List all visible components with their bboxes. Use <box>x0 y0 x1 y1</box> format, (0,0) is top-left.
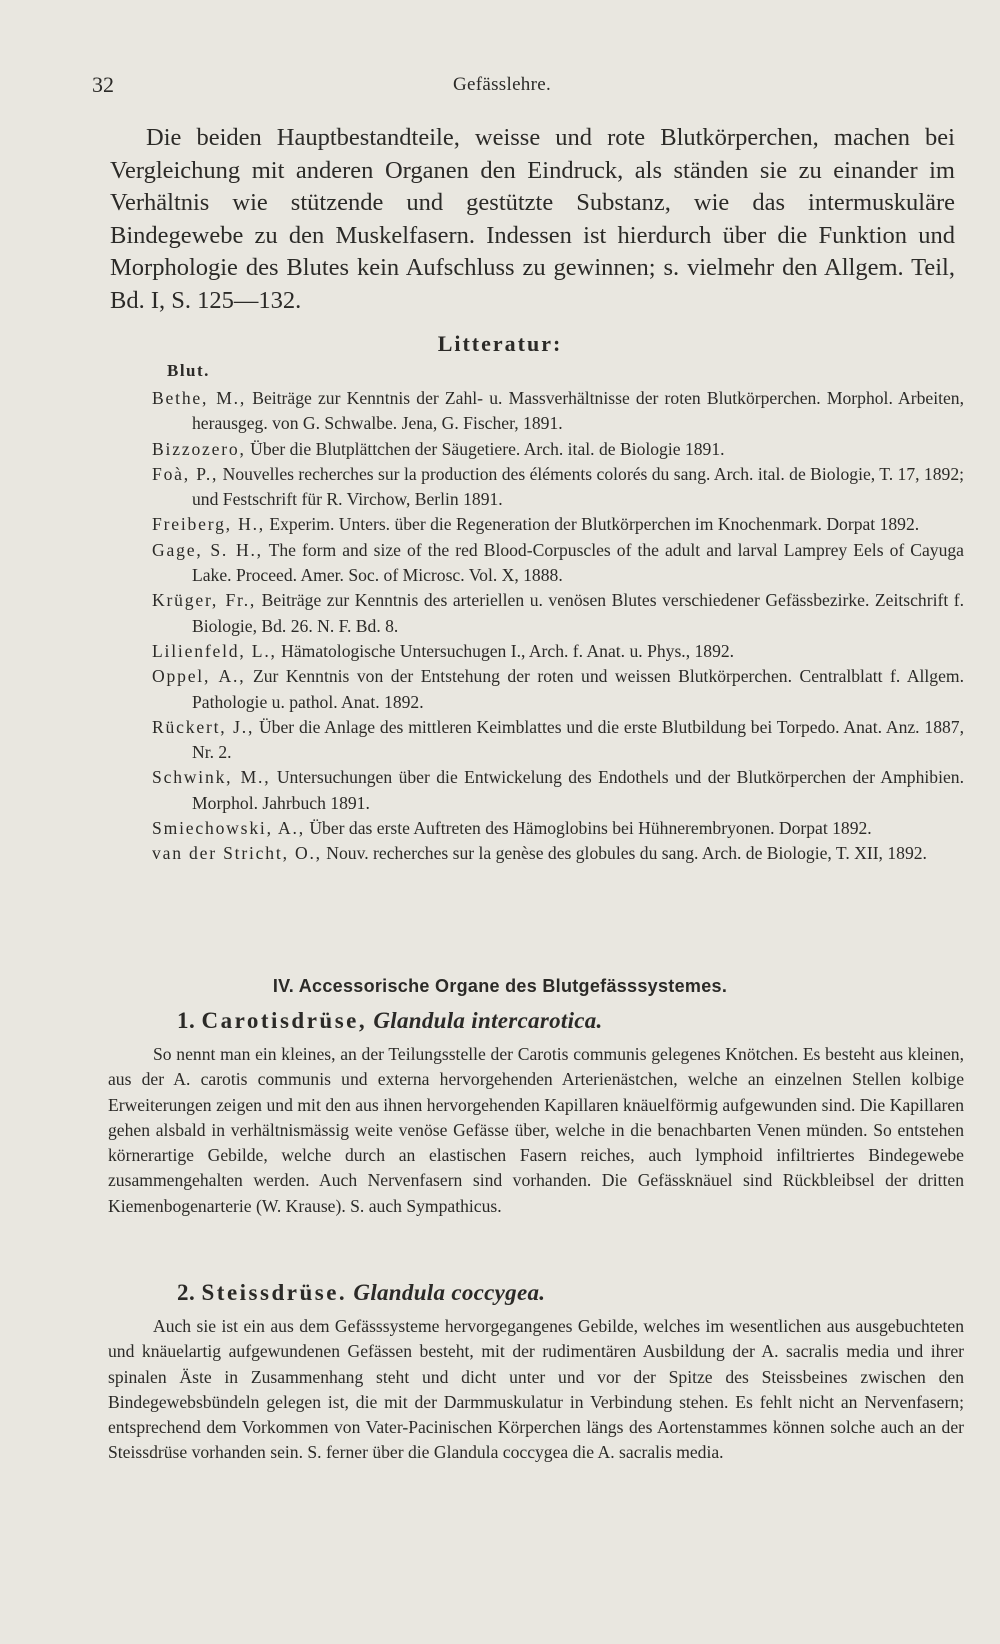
reference-text: Über die Blutplättchen der Säugetiere. Arch. ital. de Biologie 1891. <box>245 438 725 459</box>
reference-item <box>152 664 964 715</box>
reference-item <box>152 816 964 841</box>
reference-author: Foà, P., <box>152 463 219 484</box>
reference-text: Hämatologische Untersuchugen I., Arch. f. Anat. u. Phys., 1892. <box>276 640 735 661</box>
reference-item <box>152 841 964 866</box>
reference-text: Über die Anlage des mittleren Keimblattes und die erste Blutbildung bei Torpedo. Anat. Anz. 1887, Nr. 2. <box>192 716 964 763</box>
subsection-heading-carotisdruese <box>177 1008 603 1034</box>
reference-item <box>152 765 964 816</box>
reference-item <box>152 437 964 462</box>
reference-list <box>152 386 964 867</box>
reference-author: Gage, S. H., <box>152 539 263 560</box>
reference-author: Oppel, A., <box>152 666 246 687</box>
reference-text: Beiträge zur Kenntnis der Zahl- u. Massverhältnisse der roten Blutkörperchen. Morphol. Arbeiten, herausgeg. von G. Schwalbe. Jena, G. Fischer, 1891. <box>192 388 964 434</box>
running-head: Gefässlehre. <box>452 74 552 95</box>
subsection-name: Steissdrüse. <box>201 1280 348 1305</box>
reference-author: Smiechowski, A., <box>152 818 305 839</box>
reference-text: Über das erste Auftreten des Hämoglobins bei Hühnerembryonen. Dorpat 1892. <box>304 818 872 839</box>
reference-text: Nouvelles recherches sur la production des éléments colorés du sang. Arch. ital. de Biologie, T. 17, 1892; und Festschrift für R. Virchow, Berlin 1891. <box>192 463 965 510</box>
page-header <box>92 72 912 102</box>
reference-item <box>152 512 964 537</box>
reference-author: Rückert, J., <box>152 716 255 737</box>
subsection-paragraph-carotisdruese: So nennt man ein kleines, an der Teilungsstelle der Carotis communis gelegenes Knötchen. Es besteht aus kleinen, aus der A. carotis communis und externa hervorgehenden Arterienästchen, welche an einzelnen Stellen kolbige Erweiterungen zeigen und mit den aus ihnen hervorgehenden Kapillaren knäuelförmig aufgewunden sind. Die Kapillaren gehen alsbald in verhältnismässig weite venöse Gefässe über, welche in die benachbarten Venen münden. So entstehen körnerartige Gebilde, welche durch an elastischen Fasern reiches, auch lymphoid infiltriertes Bindegewebe zusammengehalten werden. Auch Nervenfasern sind vorhanden. Die Gefässknäuel sind Rückbleibsel der dritten Kiemenbogenarterie (W. Krause). S. auch Sympathicus. <box>108 1044 964 1216</box>
reference-item <box>152 462 964 513</box>
reference-text: Zur Kenntnis von der Entstehung der roten und weissen Blutkörperchen. Centralblatt f. Allgem. Pathologie u. pathol. Anat. 1892. <box>192 666 964 712</box>
reference-text: Nouv. recherches sur la genèse des globules du sang. Arch. de Biologie, T. XII, 1892. <box>321 843 927 864</box>
section-heading: IV. Accessorische Organe des Blutgefässsystemes. <box>272 976 728 996</box>
subsection-latin-name: Glandula coccygea. <box>353 1280 546 1305</box>
reference-item <box>152 386 964 437</box>
reference-author: Lilienfeld, L., <box>152 640 277 661</box>
subsection-number: 1. <box>177 1008 196 1033</box>
reference-item <box>152 588 964 639</box>
reference-item <box>152 639 964 664</box>
reference-author: Krüger, Fr., <box>152 590 257 611</box>
reference-author: Bizzozero, <box>152 438 246 459</box>
reference-author: van der Stricht, O., <box>152 843 322 864</box>
reference-text: Experim. Unters. über die Regeneration der Blutkörperchen im Knochenmark. Dorpat 1892. <box>264 514 920 535</box>
reference-author: Bethe, M., <box>152 388 247 408</box>
reference-text: Untersuchungen über die Entwickelung des Endothels und der Blutkörperchen der Amphibien. Morphol. Jahrbuch 1891. <box>192 767 964 813</box>
subsection-paragraph-steissdruese: Auch sie ist ein aus dem Gefässsysteme hervorgegangenes Gebilde, welches im wesentlichen aus ausgebuchteten und knäuelartig aufgewundenen Gefässen besteht, mit der rudimentären Ausbildung der A. sacralis media und ihrer spinalen Äste in Zusammenhang steht und dicht unter und vor der Spitze des Steissbeines zwischen den Bindegewebsbündeln gelegen ist, die mit der Darmmuskulatur in Verbindung stehen. Es fehlt nicht an Nervenfasern; entsprechend dem Vorkommen von Vater-Pacinischen Körperchen längs des Aortenstammes können solche auch an der Steissdrüse vorhanden sein. S. ferner über die Glandula coccygea die A. sacralis media. <box>108 1316 964 1463</box>
reference-author: Freiberg, H., <box>152 514 265 535</box>
literature-subheading: Blut. <box>167 361 210 380</box>
subsection-latin-name: Glandula intercarotica. <box>373 1008 603 1033</box>
reference-item <box>152 538 964 589</box>
literature-heading: Litteratur: <box>437 331 563 356</box>
page-number: 32 <box>92 72 114 97</box>
subsection-number: 2. <box>177 1280 196 1305</box>
intro-paragraph: Die beiden Hauptbestandteile, weisse und rote Blutkörperchen, machen bei Vergleichung mit anderen Organen den Eindruck, als ständen sie zu einander im Verhältnis wie stützende und gestützte Substanz, wie das intermuskuläre Bindegewebe zu den Muskelfasern. Indessen ist hierdurch über die Funktion und Morphologie des Blutes kein Aufschluss zu gewinnen; s. vielmehr den Allgem. Teil, Bd. I, S. 125—132. <box>110 124 955 314</box>
subsection-heading-steissdruese <box>177 1280 545 1306</box>
reference-item <box>152 715 964 766</box>
reference-text: The form and size of the red Blood-Corpuscles of the adult and larval Lamprey Eels of Cayuga Lake. Proceed. Amer. Soc. of Microsc. Vol. X, 1888. <box>192 539 964 586</box>
reference-text: Beiträge zur Kenntnis des arteriellen u. venösen Blutes verschiedener Gefässbezirke. Zeitschrift f. Biologie, Bd. 26. N. F. Bd. 8. <box>192 590 964 636</box>
subsection-name: Carotisdrüse, <box>201 1008 368 1033</box>
reference-author: Schwink, M., <box>152 767 271 788</box>
